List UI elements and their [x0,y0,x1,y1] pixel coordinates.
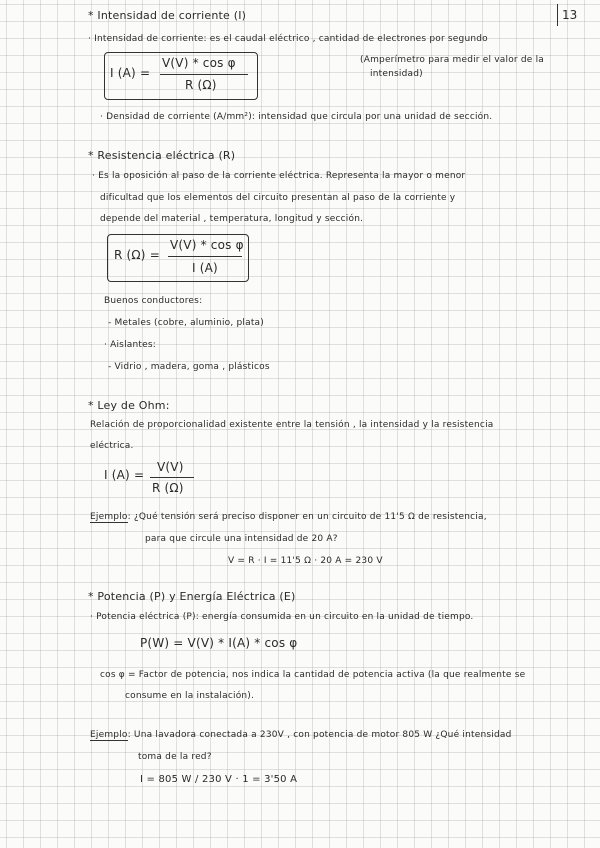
resistencia-formula-denominator: I (A) [192,261,218,275]
page-number: 13 [562,8,578,22]
intensidad-formula-numerator: V(V) * cos φ [162,56,236,70]
potencia-heading: * Potencia (P) y Energía Eléctrica (E) [88,590,296,603]
aislantes-label: · Aislantes: [104,340,156,350]
intensidad-formula-lhs: I (A) = [110,66,151,80]
ohm-fraction-bar [150,477,194,478]
potencia-formula: P(W) = V(V) * I(A) * cos φ [140,636,298,650]
aislantes-list: - Vidrio , madera, goma , plásticos [108,362,270,372]
resistencia-line2: dificultad que los elementos del circuito presentan al paso de la corriente y [100,193,456,203]
intensidad-note-line1: (Amperímetro para medir el valor de la [360,55,545,65]
ohm-ejemplo-line2: para que circule una intensidad de 20 A? [145,534,338,544]
intensidad-heading: * Intensidad de corriente (I) [88,9,247,22]
resistencia-formula-numerator: V(V) * cos φ [170,238,244,252]
resistencia-heading: * Resistencia eléctrica (R) [88,149,236,162]
buenos-conductores: Buenos conductores: [104,296,203,306]
ohm-formula-lhs: I (A) = [104,468,145,482]
ohm-ejemplo-label: Ejemplo [90,512,128,522]
potencia-ejemplo-line2: toma de la red? [138,752,212,762]
page-number-divider [557,4,558,26]
intensidad-formula-denominator: R (Ω) [185,78,217,92]
intensidad-fraction-bar [160,74,248,75]
resistencia-formula-lhs: R (Ω) = [114,248,160,262]
cos-phi-line1: cos φ = Factor de potencia, nos indica la cantidad de potencia activa (la que realmente se [100,670,526,680]
potencia-line1: · Potencia eléctrica (P): energía consumida en un circuito en la unidad de tiempo. [90,612,474,622]
ohm-line2: eléctrica. [90,441,134,451]
ohm-solution: V = R · I = 11'5 Ω · 20 A = 230 V [228,556,383,566]
potencia-ejemplo-line1: : Una lavadora conectada a 230V , con potencia de motor 805 W ¿Qué intensidad [127,730,512,740]
resistencia-fraction-bar [168,256,242,257]
ohm-ejemplo-line1: : ¿Qué tensión será preciso disponer en un circuito de 11'5 Ω de resistencia, [127,512,487,522]
resistencia-line3: depende del material , temperatura, longitud y sección. [100,214,364,224]
densidad-corriente: · Densidad de corriente (A/mm²): intensidad que circula por una unidad de sección. [100,112,493,122]
ohm-heading: * Ley de Ohm: [88,399,170,412]
potencia-solution: I = 805 W / 230 V · 1 = 3'50 A [140,774,298,785]
intensidad-definition: · Intensidad de corriente: es el caudal eléctrico , cantidad de electrones por segundo [88,34,488,44]
ohm-line1: Relación de proporcionalidad existente entre la tensión , la intensidad y la resistencia [90,420,494,430]
ohm-formula-denominator: R (Ω) [152,481,184,495]
ohm-formula-numerator: V(V) [157,460,184,474]
metales-list: - Metales (cobre, aluminio, plata) [108,318,264,328]
intensidad-note-line2: intensidad) [370,69,423,79]
potencia-ejemplo-label: Ejemplo [90,730,128,740]
resistencia-line1: · Es la oposición al paso de la corriente eléctrica. Representa la mayor o menor [92,171,466,181]
cos-phi-line2: consume en la instalación). [125,691,255,701]
